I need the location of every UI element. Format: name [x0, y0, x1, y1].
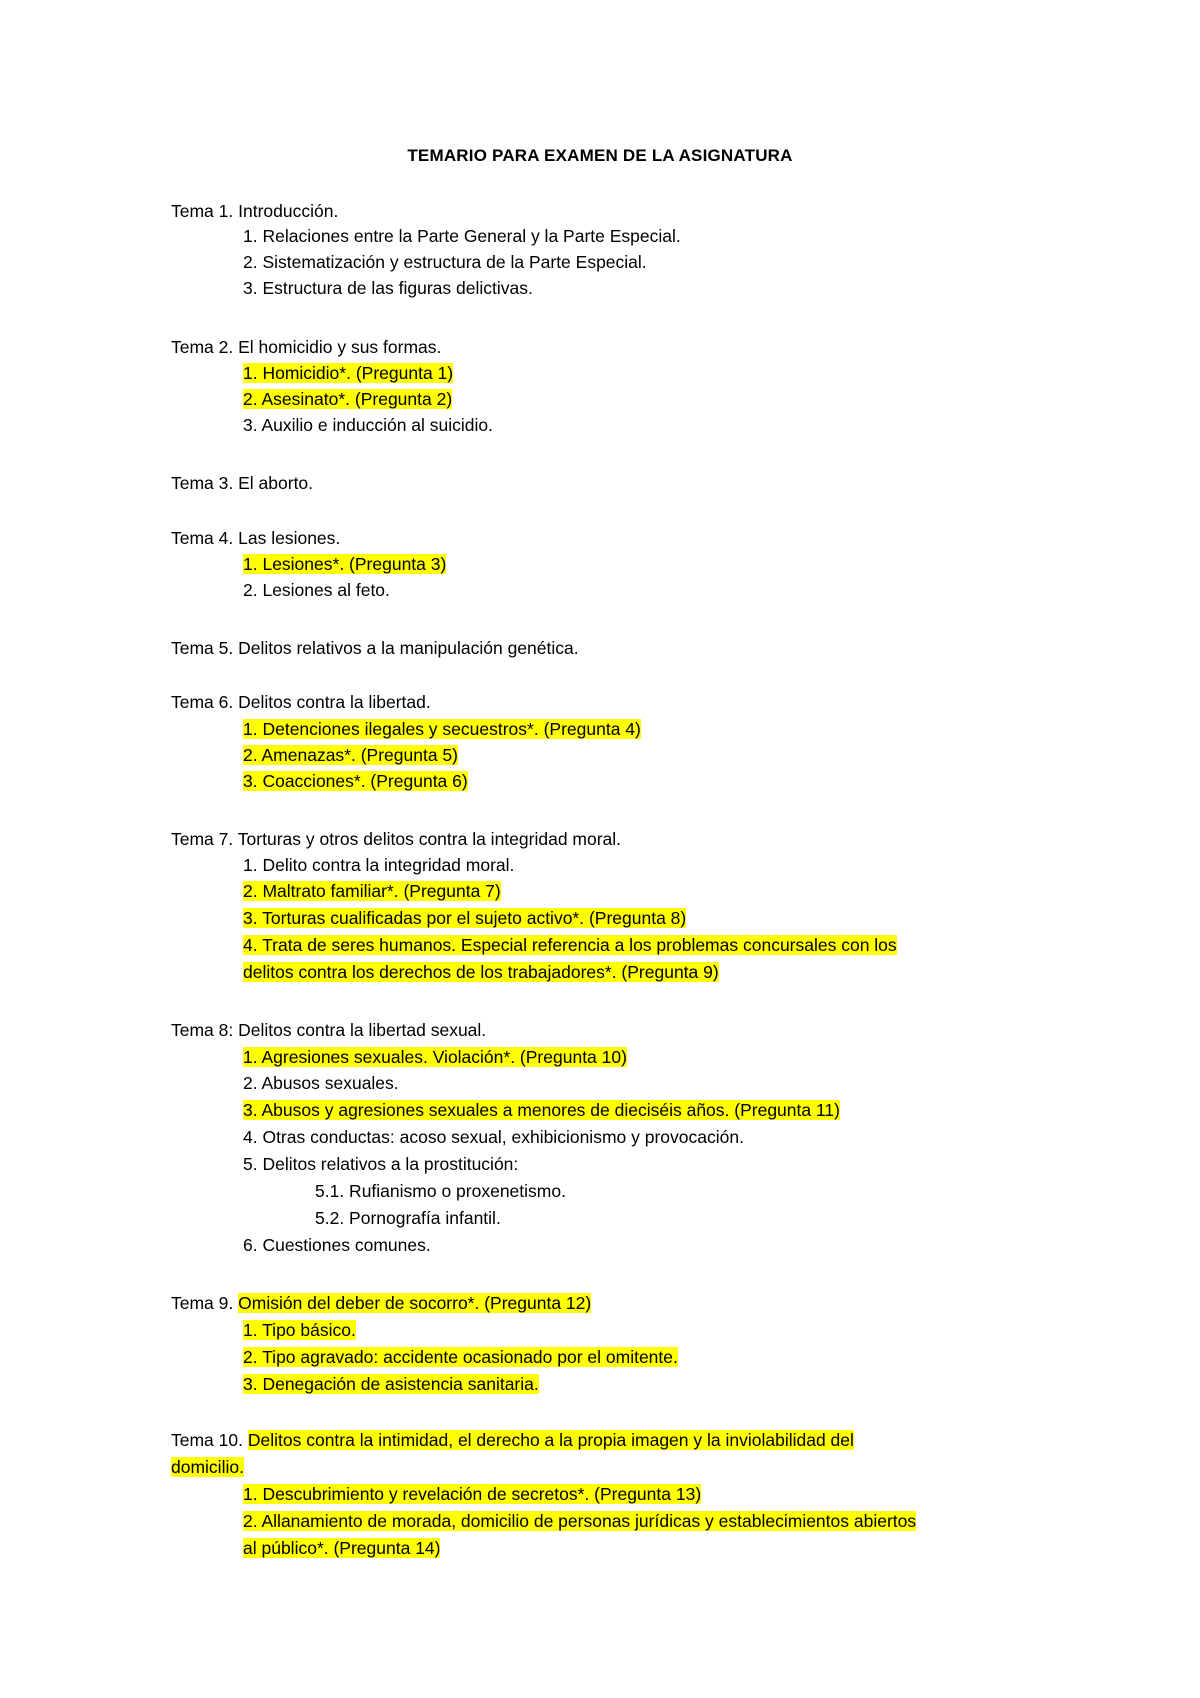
tema-prefix: Tema 8: [171, 1020, 239, 1040]
tema-heading [171, 827, 621, 851]
highlighted-text: 1. Descubrimiento y revelación de secretos*. (Pregunta 13) [243, 1484, 702, 1504]
list-item: 2. Abusos sexuales. [243, 1073, 399, 1093]
highlighted-text: 3. Torturas cualificadas por el sujeto activo*. (Pregunta 8) [243, 908, 687, 928]
tema-prefix: Tema 5. [171, 638, 239, 658]
highlighted-text: 1. Lesiones*. (Pregunta 3) [243, 554, 447, 574]
tema-heading [171, 471, 313, 495]
list-item [243, 1345, 678, 1369]
tema-title: Delitos contra la libertad. [238, 692, 431, 712]
list-item: 4. Otras conductas: acoso sexual, exhibicionismo y provocación. [243, 1127, 744, 1147]
list-item [243, 1045, 627, 1069]
list-item [243, 906, 686, 930]
list-item: 3. Estructura de las figuras delictivas. [243, 278, 533, 298]
tema-title: Introducción. [238, 201, 339, 221]
tema-prefix: Tema 3. [171, 473, 239, 493]
tema-title: Torturas y otros delitos contra la integridad moral. [237, 829, 622, 849]
tema-heading [171, 526, 340, 550]
list-item [243, 1318, 356, 1342]
tema-title: Delitos relativos a la manipulación genética. [238, 638, 579, 658]
highlighted-text: 1. Detenciones ilegales y secuestros*. (Pregunta 4) [243, 719, 641, 739]
list-item: 1. Relaciones entre la Parte General y la Parte Especial. [243, 226, 681, 246]
highlighted-text: 2. Tipo agravado: accidente ocasionado por el omitente. [243, 1347, 678, 1367]
tema-title: Delitos contra la intimidad, el derecho a la propia imagen y la inviolabilidad del [247, 1430, 854, 1450]
tema-heading [171, 199, 338, 223]
list-item [243, 717, 641, 741]
highlighted-text: 2. Maltrato familiar*. (Pregunta 7) [243, 881, 501, 901]
tema-prefix: Tema 1. [171, 201, 239, 221]
list-item [243, 769, 468, 793]
list-item: 5. Delitos relativos a la prostitución: [243, 1154, 519, 1174]
tema-heading-continued [171, 1455, 244, 1479]
highlighted-text: 4. Trata de seres humanos. Especial referencia a los problemas concursales con los [243, 935, 897, 955]
sub-list-item: 5.2. Pornografía infantil. [315, 1208, 501, 1228]
list-item [243, 879, 501, 903]
tema-prefix: Tema 9. [171, 1293, 239, 1313]
tema-title: Delitos contra la libertad sexual. [238, 1020, 487, 1040]
list-item [243, 552, 446, 576]
list-item [243, 743, 458, 767]
page-title: TEMARIO PARA EXAMEN DE LA ASIGNATURA [407, 146, 793, 165]
highlighted-text: 1. Homicidio*. (Pregunta 1) [243, 363, 454, 383]
list-item: 2. Lesiones al feto. [243, 580, 390, 600]
list-item [243, 1509, 916, 1533]
list-item-continued [243, 960, 719, 984]
tema-title: Omisión del deber de socorro*. (Pregunta 12) [238, 1293, 592, 1313]
tema-heading [171, 1291, 591, 1315]
sub-list-item: 5.1. Rufianismo o proxenetismo. [315, 1181, 566, 1201]
list-item: 3. Auxilio e inducción al suicidio. [243, 415, 494, 435]
tema-heading [171, 690, 431, 714]
tema-heading [171, 335, 441, 359]
highlighted-text: 2. Amenazas*. (Pregunta 5) [243, 745, 458, 765]
list-item: 6. Cuestiones comunes. [243, 1235, 431, 1255]
highlighted-text: domicilio. [171, 1457, 244, 1477]
highlighted-text: 3. Coacciones*. (Pregunta 6) [243, 771, 468, 791]
highlighted-text: 3. Abusos y agresiones sexuales a menores de dieciséis años. (Pregunta 11) [243, 1100, 840, 1120]
highlighted-text: delitos contra los derechos de los trabajadores*. (Pregunta 9) [243, 962, 719, 982]
tema-heading [171, 1018, 486, 1042]
list-item [243, 387, 452, 411]
tema-heading [171, 636, 579, 660]
highlighted-text: 2. Allanamiento de morada, domicilio de personas jurídicas y establecimientos abiertos [243, 1511, 917, 1531]
highlighted-text: al público*. (Pregunta 14) [243, 1538, 441, 1558]
tema-title: El aborto. [238, 473, 314, 493]
highlighted-text: 1. Tipo básico. [243, 1320, 356, 1340]
list-item [243, 933, 897, 957]
highlighted-text: 2. Asesinato*. (Pregunta 2) [243, 389, 453, 409]
list-item: 2. Sistematización y estructura de la Parte Especial. [243, 252, 647, 272]
tema-prefix: Tema 6. [171, 692, 239, 712]
tema-prefix: Tema 7. [171, 829, 238, 849]
tema-prefix: Tema 4. [171, 528, 239, 548]
highlighted-text: 3. Denegación de asistencia sanitaria. [243, 1374, 539, 1394]
list-item [243, 1098, 840, 1122]
list-item: 1. Delito contra la integridad moral. [243, 855, 515, 875]
list-item [243, 361, 453, 385]
highlighted-text: 1. Agresiones sexuales. Violación*. (Pregunta 10) [243, 1047, 627, 1067]
list-item [243, 1372, 539, 1396]
tema-title: Las lesiones. [238, 528, 341, 548]
tema-prefix: Tema 2. [171, 337, 239, 357]
tema-prefix: Tema 10. [171, 1430, 248, 1450]
tema-title: El homicidio y sus formas. [238, 337, 442, 357]
tema-heading [171, 1428, 854, 1452]
list-item [243, 1482, 701, 1506]
list-item-continued [243, 1536, 440, 1560]
